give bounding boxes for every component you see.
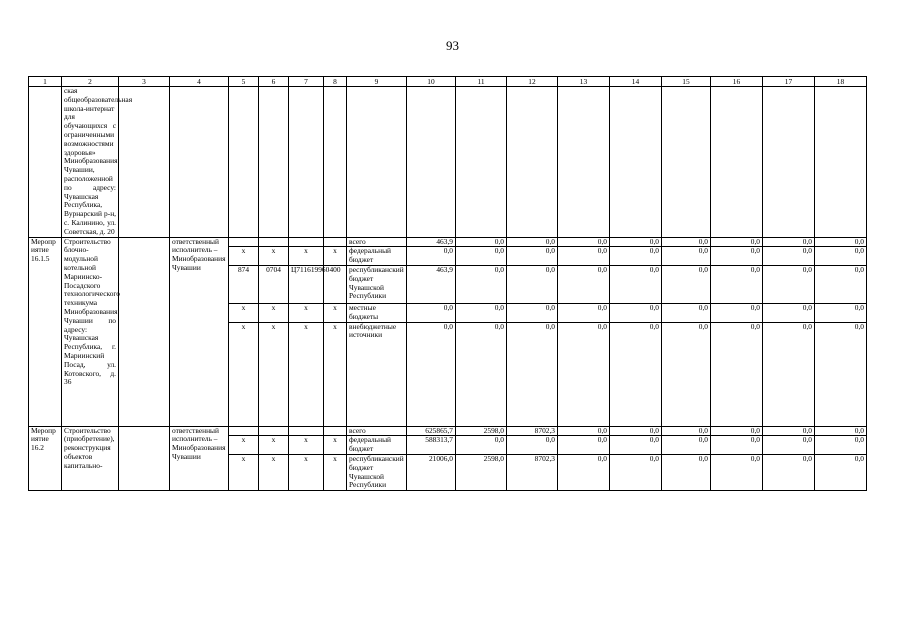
amount-cell: 0,0	[763, 265, 815, 303]
amount-cell: 0,0	[610, 454, 662, 490]
expense-type-code: x	[324, 247, 347, 266]
amount-cell: 0,0	[711, 426, 763, 436]
object-name-cell: Строительство (приобретение), реконструкция объектов капитально-	[62, 426, 119, 491]
object-name-cell: Строительство блочно-модульной котельной Мариинско-Посадского технологического техникума Минобразования Чувашии по адресу: Чувашская Республика, г. Мариинский Посад, ул. Котовского, д. 36	[62, 237, 119, 426]
amount-cell: 0,0	[558, 454, 610, 490]
amount-cell: 21006,0	[407, 454, 456, 490]
empty-cell	[119, 426, 170, 491]
amount-cell: 0,0	[763, 237, 815, 247]
amount-cell: 0,0	[763, 436, 815, 455]
amount-cell: 0,0	[558, 303, 610, 322]
funding-source: республиканский бюджет Чувашской Республики	[347, 265, 407, 303]
amount-cell: 0,0	[558, 247, 610, 266]
amount-cell: 0,0	[711, 303, 763, 322]
amount-cell: 463,9	[407, 237, 456, 247]
column-number-9: 9	[347, 77, 407, 87]
amount-cell: 0,0	[763, 247, 815, 266]
measure-cell	[29, 87, 62, 238]
column-number-12: 12	[507, 77, 558, 87]
empty-cell	[170, 87, 229, 238]
grbs-code: x	[229, 247, 259, 266]
amount-cell: 0,0	[763, 303, 815, 322]
amount-cell: 0,0	[456, 237, 507, 247]
funding-source: республиканский бюджет Чувашской Республики	[347, 454, 407, 490]
amount-cell: 0,0	[815, 436, 867, 455]
column-number-8: 8	[324, 77, 347, 87]
amount-cell: 0,0	[456, 265, 507, 303]
column-number-7: 7	[289, 77, 324, 87]
amount-cell: 0,0	[558, 426, 610, 436]
grbs-code: x	[229, 322, 259, 426]
amount-cell: 0,0	[507, 237, 558, 247]
page-number: 93	[446, 38, 459, 53]
amount-cell: 0,0	[610, 247, 662, 266]
amount-cell: 0,0	[662, 265, 711, 303]
empty-cell	[456, 87, 507, 238]
column-number-5: 5	[229, 77, 259, 87]
amount-cell: 0,0	[815, 454, 867, 490]
measure-label: Мероприятие 16.2	[29, 426, 62, 491]
column-number-18: 18	[815, 77, 867, 87]
funding-source: федеральный бюджет	[347, 247, 407, 266]
amount-cell: 0,0	[610, 322, 662, 426]
amount-cell: 0,0	[558, 265, 610, 303]
expense-type-code: 400	[324, 265, 347, 303]
empty-cell	[289, 87, 324, 238]
expense-type-code: x	[324, 436, 347, 455]
amount-cell: 0,0	[507, 265, 558, 303]
target-item-code: x	[289, 247, 324, 266]
amount-cell: 0,0	[815, 247, 867, 266]
empty-cell	[763, 87, 815, 238]
section-code: 0704	[259, 265, 289, 303]
amount-cell: 0,0	[610, 436, 662, 455]
program-table	[28, 76, 867, 491]
column-number-17: 17	[763, 77, 815, 87]
amount-cell: 0,0	[610, 303, 662, 322]
amount-cell: 0,0	[456, 322, 507, 426]
amount-cell: 0,0	[456, 303, 507, 322]
empty-cell	[229, 87, 259, 238]
continuation-row	[29, 87, 867, 238]
funding-source: местные бюджеты	[347, 303, 407, 322]
column-number-15: 15	[662, 77, 711, 87]
grbs-code: x	[229, 436, 259, 455]
amount-cell: 0,0	[815, 237, 867, 247]
amount-cell: 0,0	[815, 322, 867, 426]
amount-cell: 2598,0	[456, 454, 507, 490]
amount-cell: 0,0	[662, 436, 711, 455]
expense-type-code: x	[324, 454, 347, 490]
column-number-row	[29, 77, 867, 87]
amount-cell: 0,0	[407, 322, 456, 426]
funding-source: всего	[347, 426, 407, 436]
empty-cell	[324, 87, 347, 238]
amount-cell: 0,0	[662, 303, 711, 322]
amount-cell: 0,0	[662, 247, 711, 266]
amount-cell: 0,0	[507, 322, 558, 426]
funding-source: всего	[347, 237, 407, 247]
funding-source: внебюджетные источники	[347, 322, 407, 426]
amount-cell: 0,0	[407, 303, 456, 322]
amount-cell: 2598,0	[456, 426, 507, 436]
section-code: x	[259, 436, 289, 455]
amount-cell: 625865,7	[407, 426, 456, 436]
amount-cell: 0,0	[558, 237, 610, 247]
empty-cell	[259, 87, 289, 238]
empty-cell	[407, 87, 456, 238]
expense-type-code: x	[324, 303, 347, 322]
column-number-2: 2	[62, 77, 119, 87]
amount-cell: 0,0	[711, 265, 763, 303]
amount-cell: 0,0	[456, 247, 507, 266]
amount-cell: 0,0	[610, 237, 662, 247]
amount-cell: 0,0	[711, 247, 763, 266]
amount-cell: 0,0	[763, 322, 815, 426]
grbs-code: x	[229, 303, 259, 322]
amount-cell: 0,0	[815, 265, 867, 303]
empty-cell	[610, 87, 662, 238]
target-item-code: x	[289, 303, 324, 322]
executor-cell: ответственный исполнитель – Минобразования Чувашии	[170, 426, 229, 491]
section-code: x	[259, 303, 289, 322]
section-code: x	[259, 247, 289, 266]
amount-cell: 0,0	[662, 426, 711, 436]
amount-cell: 0,0	[407, 247, 456, 266]
funding-source: федеральный бюджет	[347, 436, 407, 455]
empty-cell	[558, 87, 610, 238]
amount-cell: 0,0	[662, 322, 711, 426]
amount-cell: 588313,7	[407, 436, 456, 455]
column-number-16: 16	[711, 77, 763, 87]
empty-cell	[662, 87, 711, 238]
amount-cell: 0,0	[815, 303, 867, 322]
amount-cell: 0,0	[610, 265, 662, 303]
empty-cell	[815, 87, 867, 238]
amount-cell: 0,0	[662, 237, 711, 247]
amount-cell: 0,0	[558, 322, 610, 426]
column-number-3: 3	[119, 77, 170, 87]
amount-cell: 0,0	[711, 237, 763, 247]
column-number-13: 13	[558, 77, 610, 87]
column-number-14: 14	[610, 77, 662, 87]
column-number-11: 11	[456, 77, 507, 87]
empty-cell	[347, 87, 407, 238]
column-number-6: 6	[259, 77, 289, 87]
amount-cell: 8702,3	[507, 426, 558, 436]
measure-label: Мероприятие 16.1.5	[29, 237, 62, 426]
amount-cell: 0,0	[763, 426, 815, 436]
amount-cell: 0,0	[711, 322, 763, 426]
target-item-code: x	[289, 436, 324, 455]
empty-cell	[507, 87, 558, 238]
target-item-code: Ц711619960	[289, 265, 324, 303]
target-item-code: x	[289, 454, 324, 490]
column-number-10: 10	[407, 77, 456, 87]
amount-cell: 0,0	[558, 436, 610, 455]
amount-cell: 0,0	[815, 426, 867, 436]
section-code: x	[259, 454, 289, 490]
amount-cell: 0,0	[711, 436, 763, 455]
target-item-code: x	[289, 322, 324, 426]
amount-cell: 0,0	[763, 454, 815, 490]
column-number-4: 4	[170, 77, 229, 87]
column-number-1: 1	[29, 77, 62, 87]
amount-cell: 0,0	[662, 454, 711, 490]
amount-cell: 8702,3	[507, 454, 558, 490]
amount-cell: 463,9	[407, 265, 456, 303]
grbs-code: 874	[229, 265, 259, 303]
amount-cell: 0,0	[456, 436, 507, 455]
executor-cell: ответственный исполнитель – Минобразования Чувашии	[170, 237, 229, 426]
amount-cell: 0,0	[711, 454, 763, 490]
expense-type-code: x	[324, 322, 347, 426]
empty-cell	[119, 237, 170, 426]
amount-cell: 0,0	[507, 303, 558, 322]
object-name-cell: ская общеобразовательная школа-интернат для обучающихся с ограниченными возможностями здоровья» Минобразования Чувашии, расположенной по адресу: Чувашская Республика, Вурнарский р-н, с. Калинино, ул. Советская, д. 20	[62, 87, 119, 238]
empty-cell	[119, 87, 170, 238]
grbs-code: x	[229, 454, 259, 490]
section-code: x	[259, 322, 289, 426]
amount-cell: 0,0	[507, 247, 558, 266]
amount-cell: 0,0	[610, 426, 662, 436]
empty-cell	[711, 87, 763, 238]
amount-cell: 0,0	[507, 436, 558, 455]
